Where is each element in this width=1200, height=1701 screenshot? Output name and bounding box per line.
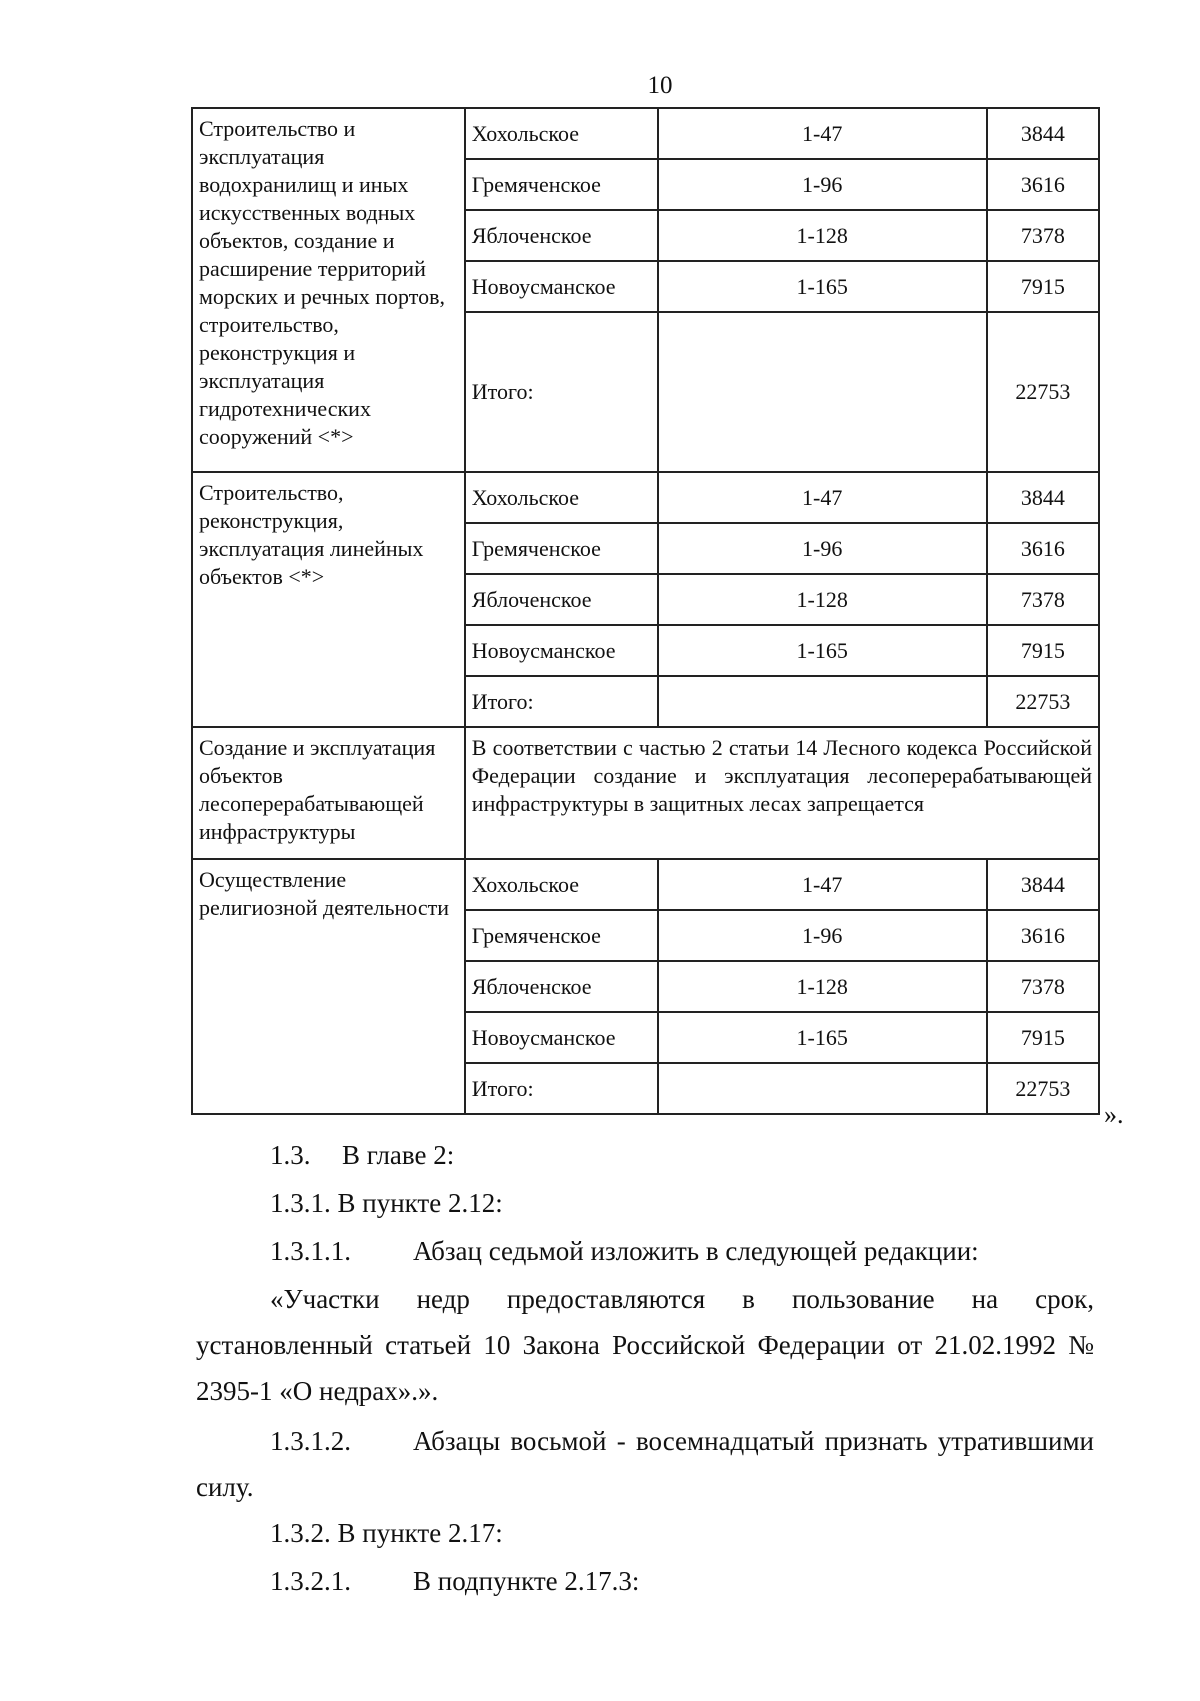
table-row (192, 727, 1099, 859)
quarters-cell: 1-96 (658, 159, 987, 210)
district-cell: Новоусманское (465, 261, 658, 312)
category-cell: Строительство и эксплуатация водохранилищ и иных искусственных водных объектов, создание и расширение территорий морских и речных портов, строительство, реконструкция и эксплуатация гидротехнических сооружений <*> (192, 108, 465, 472)
page-number: 10 (647, 72, 673, 99)
district-cell: Хохольское (465, 108, 658, 159)
quoted-paragraph: «Участки недр предоставляются в пользование на срок, установленный статьей 10 Закона Российской Федерации от 21.02.1992 № 2395-1 «О недрах».». (196, 1284, 1094, 1406)
area-cell: 7378 (987, 961, 1099, 1012)
forest-use-table (191, 107, 1100, 1115)
paragraph-text: Абзац седьмой изложить в следующей редакции: (413, 1236, 979, 1266)
total-label: Итого: (465, 1063, 658, 1114)
category-cell: Строительство, реконструкция, эксплуатация линейных объектов <*> (192, 472, 465, 727)
area-cell: 7915 (987, 625, 1099, 676)
paragraph-number: 1.3. (270, 1140, 311, 1170)
district-cell: Хохольское (465, 472, 658, 523)
quarters-cell: 1-165 (658, 261, 987, 312)
quarters-cell: 1-128 (658, 574, 987, 625)
quarters-cell: 1-47 (658, 859, 987, 910)
area-cell: 7915 (987, 1012, 1099, 1063)
area-cell: 7378 (987, 574, 1099, 625)
quarters-cell: 1-165 (658, 1012, 987, 1063)
total-area: 22753 (987, 312, 1099, 472)
quarters-cell: 1-128 (658, 961, 987, 1012)
paragraph-1-3-2: 1.3.2. В пункте 2.17: (270, 1518, 503, 1548)
paragraph-text: В главе 2: (342, 1140, 455, 1170)
quarters-cell (658, 676, 987, 727)
district-cell: Гремяченское (465, 910, 658, 961)
area-cell: 3844 (987, 859, 1099, 910)
prohibition-note: В соответствии с частью 2 статьи 14 Лесного кодекса Российской Федерации создание и эксплуатация лесоперерабатывающей инфраструктуры в защитных лесах запрещается (465, 727, 1099, 859)
district-cell: Гремяченское (465, 523, 658, 574)
paragraph-1-3-1: 1.3.1. В пункте 2.12: (270, 1188, 503, 1218)
district-cell: Новоусманское (465, 625, 658, 676)
category-cell: Создание и эксплуатация объектов лесоперерабатывающей инфраструктуры (192, 727, 465, 859)
area-cell: 7915 (987, 261, 1099, 312)
area-cell: 3616 (987, 159, 1099, 210)
district-cell: Хохольское (465, 859, 658, 910)
paragraph-1-3-1-1 (270, 1228, 979, 1274)
area-cell: 3844 (987, 108, 1099, 159)
quarters-cell (658, 1063, 987, 1114)
area-cell: 3844 (987, 472, 1099, 523)
area-cell: 7378 (987, 210, 1099, 261)
district-cell: Яблоченское (465, 210, 658, 261)
paragraph-1-3-1-2 (196, 1418, 1094, 1510)
quarters-cell: 1-96 (658, 910, 987, 961)
paragraph-text: Абзацы восьмой - восемнадцатый признать утратившими силу. (196, 1426, 1094, 1502)
quarters-cell: 1-47 (658, 472, 987, 523)
quarters-cell: 1-96 (658, 523, 987, 574)
total-label: Итого: (465, 312, 658, 472)
table-row (192, 859, 1099, 910)
table-row (192, 472, 1099, 523)
district-cell: Яблоченское (465, 574, 658, 625)
paragraph-1-3 (270, 1132, 454, 1178)
category-cell: Осуществление религиозной деятельности (192, 859, 465, 1114)
area-cell: 3616 (987, 523, 1099, 574)
closing-quote: ». (1104, 1100, 1124, 1129)
district-cell: Гремяченское (465, 159, 658, 210)
quarters-cell: 1-128 (658, 210, 987, 261)
total-label: Итого: (465, 676, 658, 727)
paragraph-1-3-2-1 (270, 1558, 639, 1604)
paragraph-number: 1.3.2.1. (270, 1566, 351, 1596)
quarters-cell: 1-47 (658, 108, 987, 159)
district-cell: Яблоченское (465, 961, 658, 1012)
total-area: 22753 (987, 1063, 1099, 1114)
quarters-cell (658, 312, 987, 472)
quarters-cell: 1-165 (658, 625, 987, 676)
paragraph-number: 1.3.1.2. (270, 1426, 351, 1456)
total-area: 22753 (987, 676, 1099, 727)
paragraph-number: 1.3.1.1. (270, 1236, 351, 1266)
paragraph-text: В подпункте 2.17.3: (413, 1566, 640, 1596)
area-cell: 3616 (987, 910, 1099, 961)
table-row (192, 108, 1099, 159)
district-cell: Новоусманское (465, 1012, 658, 1063)
